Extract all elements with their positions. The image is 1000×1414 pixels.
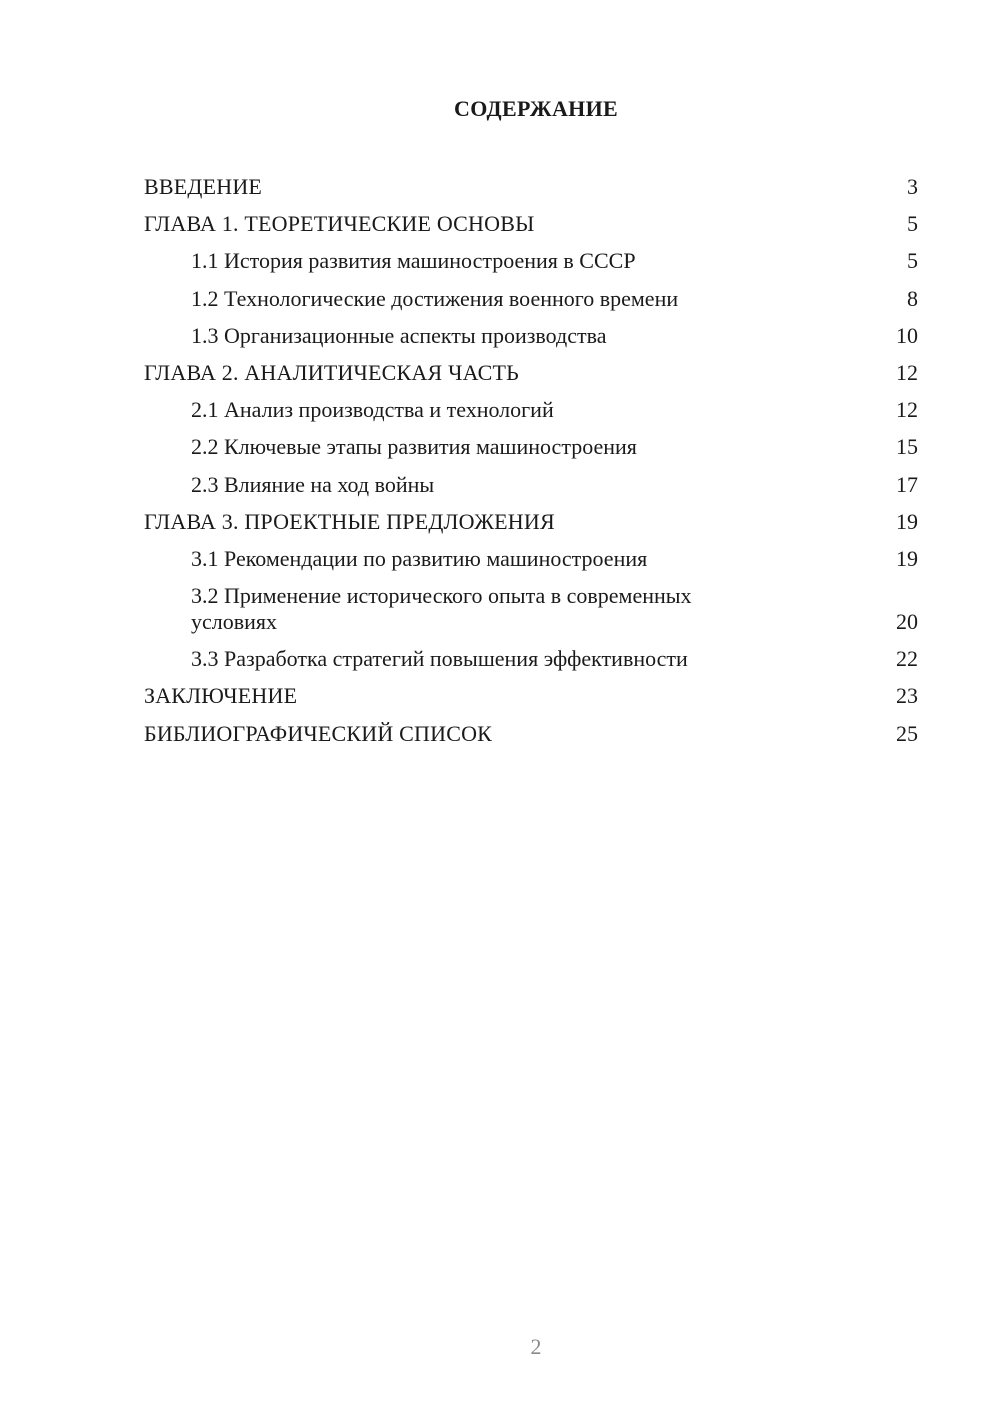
- toc-entry-title: 3.2 Применение исторического опыта в современных условиях: [191, 583, 692, 635]
- toc-entry-page: 23: [896, 683, 918, 709]
- toc-entry-page: 19: [896, 508, 918, 534]
- toc-entry-title: 2.2 Ключевые этапы развития машиностроения: [191, 434, 637, 460]
- toc-entry-title: ЗАКЛЮЧЕНИЕ: [144, 683, 298, 709]
- toc-entry-page: 15: [896, 434, 918, 460]
- toc-entry-title: 3.1 Рекомендации по развитию машиностроения: [191, 546, 648, 572]
- toc-entry-page: 22: [896, 646, 918, 672]
- toc-entry-section-1-3[interactable]: [144, 317, 918, 354]
- toc-entry-title: ГЛАВА 1. ТЕОРЕТИЧЕСКИЕ ОСНОВЫ: [144, 211, 535, 237]
- toc-entry-page: 5: [907, 248, 918, 274]
- toc-entry-page: 5: [907, 211, 918, 237]
- page-title: СОДЕРЖАНИЕ: [454, 96, 618, 121]
- toc-entry-section-2-2[interactable]: [144, 428, 918, 465]
- toc-entry-introduction[interactable]: [144, 168, 918, 205]
- toc-entry-section-3-1[interactable]: [144, 540, 918, 577]
- toc-entry-title: ГЛАВА 3. ПРОЕКТНЫЕ ПРЕДЛОЖЕНИЯ: [144, 508, 555, 534]
- table-of-contents: [144, 168, 918, 752]
- toc-entry-page: 12: [896, 397, 918, 423]
- toc-entry-section-2-1[interactable]: [144, 391, 918, 428]
- toc-entry-page: 20: [896, 609, 918, 635]
- toc-entry-chapter-1[interactable]: [144, 205, 918, 242]
- toc-entry-page: 8: [907, 285, 918, 311]
- toc-entry-page: 25: [896, 720, 918, 746]
- page-number: 2: [530, 1334, 542, 1359]
- toc-entry-title: 1.3 Организационные аспекты производства: [191, 322, 607, 348]
- toc-entry-chapter-3[interactable]: [144, 503, 918, 540]
- toc-entry-page: 12: [896, 360, 918, 386]
- toc-entry-page: 10: [896, 322, 918, 348]
- toc-entry-section-1-1[interactable]: [144, 242, 918, 279]
- toc-entry-section-3-3[interactable]: [144, 640, 918, 677]
- toc-entry-page: 17: [896, 471, 918, 497]
- toc-entry-section-1-2[interactable]: [144, 280, 918, 317]
- toc-entry-title: ГЛАВА 2. АНАЛИТИЧЕСКАЯ ЧАСТЬ: [144, 360, 519, 386]
- toc-entry-title: 2.1 Анализ производства и технологий: [191, 397, 554, 423]
- toc-entry-bibliography[interactable]: [144, 715, 918, 752]
- toc-entry-conclusion[interactable]: [144, 677, 918, 714]
- toc-entry-title: 3.3 Разработка стратегий повышения эффективности: [191, 646, 688, 672]
- toc-entry-title: 2.3 Влияние на ход войны: [191, 471, 435, 497]
- toc-entry-section-3-2[interactable]: [144, 577, 918, 640]
- toc-entry-title: ВВЕДЕНИЕ: [144, 174, 263, 199]
- toc-entry-page: 19: [896, 546, 918, 572]
- toc-entry-title: БИБЛИОГРАФИЧЕСКИЙ СПИСОК: [144, 720, 493, 746]
- toc-entry-title: 1.2 Технологические достижения военного времени: [191, 285, 679, 311]
- toc-entry-section-2-3[interactable]: [144, 466, 918, 503]
- toc-entry-title: 1.1 История развития машиностроения в СССР: [191, 248, 636, 274]
- toc-entry-page: 3: [907, 174, 918, 199]
- toc-entry-chapter-2[interactable]: [144, 354, 918, 391]
